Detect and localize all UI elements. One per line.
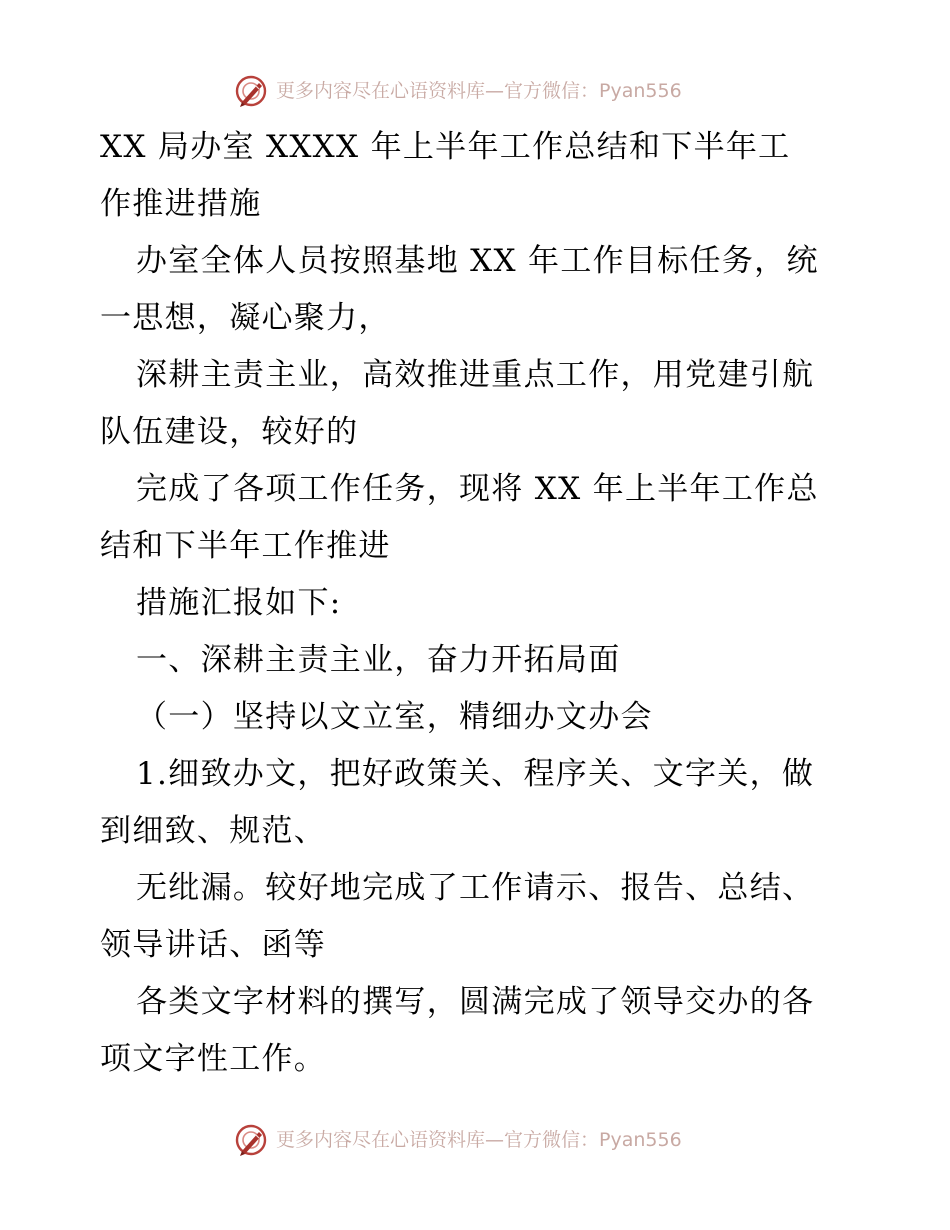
paragraph-line: 完成了各项工作任务，现将 XX 年上半年工作总	[136, 471, 819, 507]
paragraph-line: 措施汇报如下:	[136, 585, 342, 621]
footer-banner-text: 更多内容尽在心语资料库—官方微信：Pyan556	[276, 1128, 682, 1151]
paragraph-line: 1.细致办文，把好政策关、程序关、文字关，做	[136, 756, 815, 792]
doc-title-line-1: XX 局办室 XXXX 年上半年工作总结和下半年工	[100, 129, 791, 165]
doc-title-line-2: 作推进措施	[100, 186, 262, 222]
paragraph-line: 深耕主责主业，高效推进重点工作，用党建引航	[136, 357, 815, 393]
paragraph-line: 结和下半年工作推进	[100, 528, 391, 564]
footer-banner	[234, 1120, 682, 1160]
paragraph-line: 队伍建设，较好的	[100, 414, 359, 450]
paragraph-line: 办室全体人员按照基地 XX 年工作目标任务，统	[136, 243, 819, 279]
document-body	[100, 119, 860, 1088]
section-heading: 一、深耕主责主业，奋力开拓局面	[136, 642, 621, 678]
paragraph-line: 领导讲话、函等	[100, 927, 327, 963]
subsection-heading: （一）坚持以文立室，精细办文办会	[136, 699, 653, 735]
paragraph-line: 到细致、规范、	[100, 813, 327, 849]
header-banner	[234, 71, 682, 111]
header-banner-text: 更多内容尽在心语资料库—官方微信：Pyan556	[276, 79, 682, 102]
logo-icon	[234, 74, 268, 108]
paragraph-line: 项文字性工作。	[100, 1041, 327, 1077]
paragraph-line: 各类文字材料的撰写，圆满完成了领导交办的各	[136, 984, 815, 1020]
logo-icon	[234, 1123, 268, 1157]
paragraph-line: 一思想，凝心聚力，	[100, 300, 391, 336]
paragraph-line: 无纰漏。较好地完成了工作请示、报告、总结、	[136, 870, 815, 906]
